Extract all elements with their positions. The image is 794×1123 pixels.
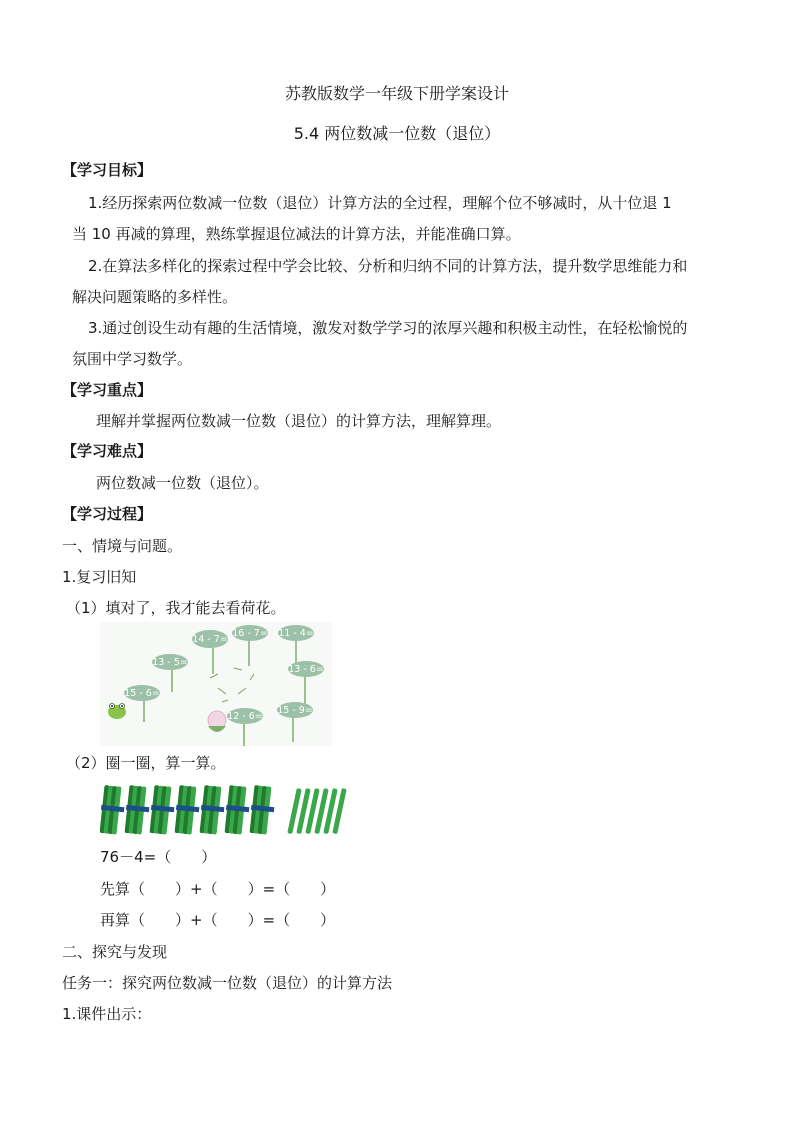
lily-pad-4-label: 13 - 5= xyxy=(152,657,188,668)
stick-bundle xyxy=(150,785,175,835)
goal-3-line-1: 3.通过创设生动有趣的生活情境，激发对数学学习的浓厚兴趣和积极主动性，在轻松愉悦的 xyxy=(88,319,688,337)
document-title: 苏教版数学一年级下册学案设计 xyxy=(284,84,509,103)
difficulty-text: 两位数减一位数（退位）。 xyxy=(96,474,269,492)
lily-pad-1-label: 14 - 7= xyxy=(192,634,228,645)
lotus-flower-icon xyxy=(208,711,226,732)
goal-2-line-2: 解决问题策略的多样性。 xyxy=(72,288,238,306)
stick-bundles xyxy=(100,785,274,835)
lily-pad-6 xyxy=(124,685,160,701)
process-heading: 【学习过程】 xyxy=(62,505,153,523)
single-sticks xyxy=(287,788,346,834)
stick-bundle xyxy=(100,785,124,835)
lily-pad-3-label: 11 - 4= xyxy=(278,628,314,639)
goal-1-line-1: 1.经历探索两位数减一位数（退位）计算方法的全过程，理解个位不够减时，从十位退 1 xyxy=(88,194,672,212)
goal-2-line-1: 2.在算法多样化的探索过程中学会比较、分析和归纳不同的计算方法，提升数学思维能力和 xyxy=(88,257,688,275)
stick-bundle xyxy=(225,785,250,835)
task-1-title: 任务一：探究两位数减一位数（退位）的计算方法 xyxy=(62,974,393,992)
lily-pad-1 xyxy=(192,630,228,648)
goals-heading: 【学习目标】 xyxy=(62,161,153,179)
stick-bundle xyxy=(200,785,225,835)
difficulty-heading: 【学习难点】 xyxy=(62,442,153,460)
lily-pad-4 xyxy=(152,654,188,670)
frog-icon xyxy=(108,704,126,720)
first-calculation: 先算（ ）+（ ）=（ ） xyxy=(100,880,336,898)
section-2-title: 二、探究与发现 xyxy=(62,943,168,961)
lily-pad-illustration xyxy=(100,622,332,746)
sticks-illustration xyxy=(100,784,360,838)
lily-pad-3 xyxy=(278,625,314,641)
lily-pad-6-label: 15 - 6= xyxy=(124,688,160,699)
stick-bundle xyxy=(125,785,150,835)
lily-pad-8 xyxy=(277,702,313,718)
courseware-title: 1.课件出示： xyxy=(62,1005,152,1023)
question-2: （2）圈一圈，算一算。 xyxy=(66,754,226,772)
lily-pad-5 xyxy=(288,661,324,677)
lily-pad-7 xyxy=(227,708,263,724)
key-text: 理解并掌握两位数减一位数（退位）的计算方法，理解算理。 xyxy=(96,412,502,430)
stick-bundle xyxy=(250,785,275,835)
section-1-title: 一、情境与问题。 xyxy=(62,537,183,555)
key-heading: 【学习重点】 xyxy=(62,381,153,399)
lily-pad-8-label: 15 - 9= xyxy=(277,705,313,716)
goal-1-line-2: 当 10 再减的算理，熟练掌握退位减法的计算方法，并能准确口算。 xyxy=(72,225,521,243)
review-title: 1.复习旧知 xyxy=(62,568,137,586)
question-1: （1）填对了，我才能去看荷花。 xyxy=(66,599,286,617)
goal-3-line-2: 氛围中学习数学。 xyxy=(72,350,193,368)
document-subtitle: 5.4 两位数减一位数（退位） xyxy=(293,124,501,143)
lily-pad-7-label: 12 - 6= xyxy=(227,711,263,722)
stick-bundle xyxy=(175,785,200,835)
lily-pad-2 xyxy=(232,625,268,641)
lily-pad-5-label: 13 - 6= xyxy=(288,664,324,675)
then-calculation: 再算（ ）+（ ）=（ ） xyxy=(100,911,336,929)
lily-pad-2-label: 16 - 7= xyxy=(232,628,268,639)
equation: 76－4=（ ） xyxy=(100,848,217,866)
